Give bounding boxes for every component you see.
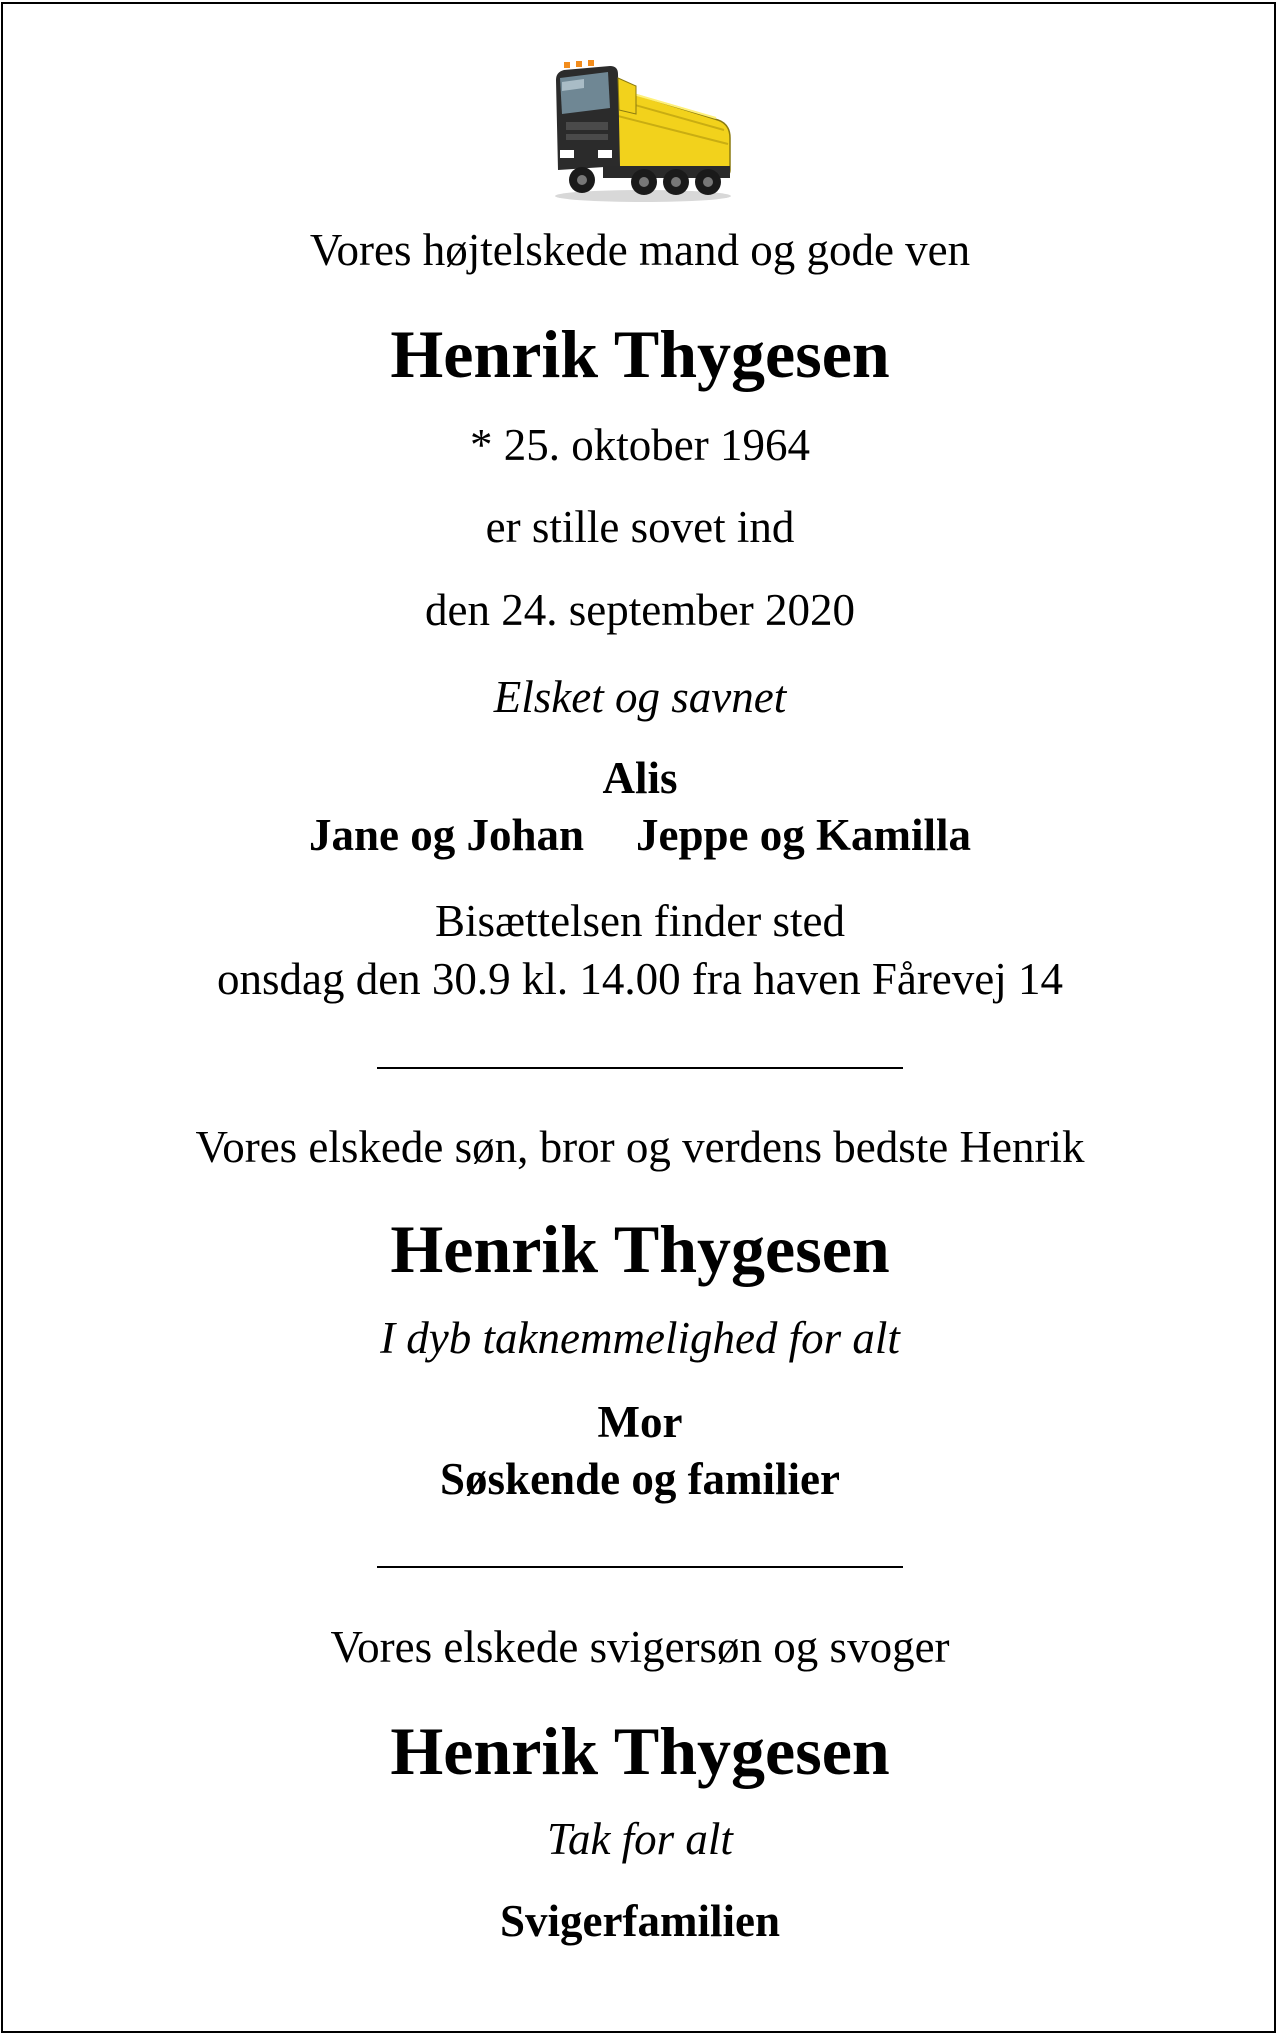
notice2-tagline: I dyb taknemmelighed for alt bbox=[380, 1313, 900, 1363]
notice2-signer-line2: Søskende og familier bbox=[440, 1454, 840, 1504]
notice3-deceased-name: Henrik Thygesen bbox=[390, 1713, 890, 1789]
notice2-intro: Vores elskede søn, bror og verdens bedste Henrik bbox=[195, 1122, 1085, 1172]
notice1-signer-left: Jane og Johan bbox=[308, 810, 585, 860]
notice1-funeral-line1: Bisættelsen finder sted bbox=[435, 896, 845, 946]
notice1-tagline: Elsket og savnet bbox=[493, 672, 787, 722]
notice1-funeral-line2: onsdag den 30.9 kl. 14.00 fra haven Fårevej 14 bbox=[216, 954, 1064, 1004]
notice1-birth-date: * 25. oktober 1964 bbox=[470, 420, 810, 470]
section-divider-1 bbox=[377, 1067, 903, 1069]
notice1-passed-line2: den 24. september 2020 bbox=[425, 585, 855, 635]
notice3-intro: Vores elskede svigersøn og svoger bbox=[330, 1622, 950, 1672]
notice1-signer-main: Alis bbox=[602, 753, 678, 803]
tanker-truck-icon bbox=[548, 58, 733, 203]
notice2-signer-line1: Mor bbox=[597, 1397, 683, 1447]
notice1-passed-line1: er stille sovet ind bbox=[485, 502, 795, 552]
section-divider-2 bbox=[377, 1566, 903, 1568]
notice1-signers-row bbox=[0, 810, 1280, 860]
notice3-tagline: Tak for alt bbox=[547, 1814, 733, 1864]
notice1-intro: Vores højtelskede mand og gode ven bbox=[309, 225, 971, 275]
notice1-signer-right: Jeppe og Kamilla bbox=[636, 810, 972, 860]
notice1-deceased-name: Henrik Thygesen bbox=[390, 316, 890, 392]
notice2-deceased-name: Henrik Thygesen bbox=[390, 1211, 890, 1287]
notice3-signer: Svigerfamilien bbox=[500, 1896, 780, 1946]
